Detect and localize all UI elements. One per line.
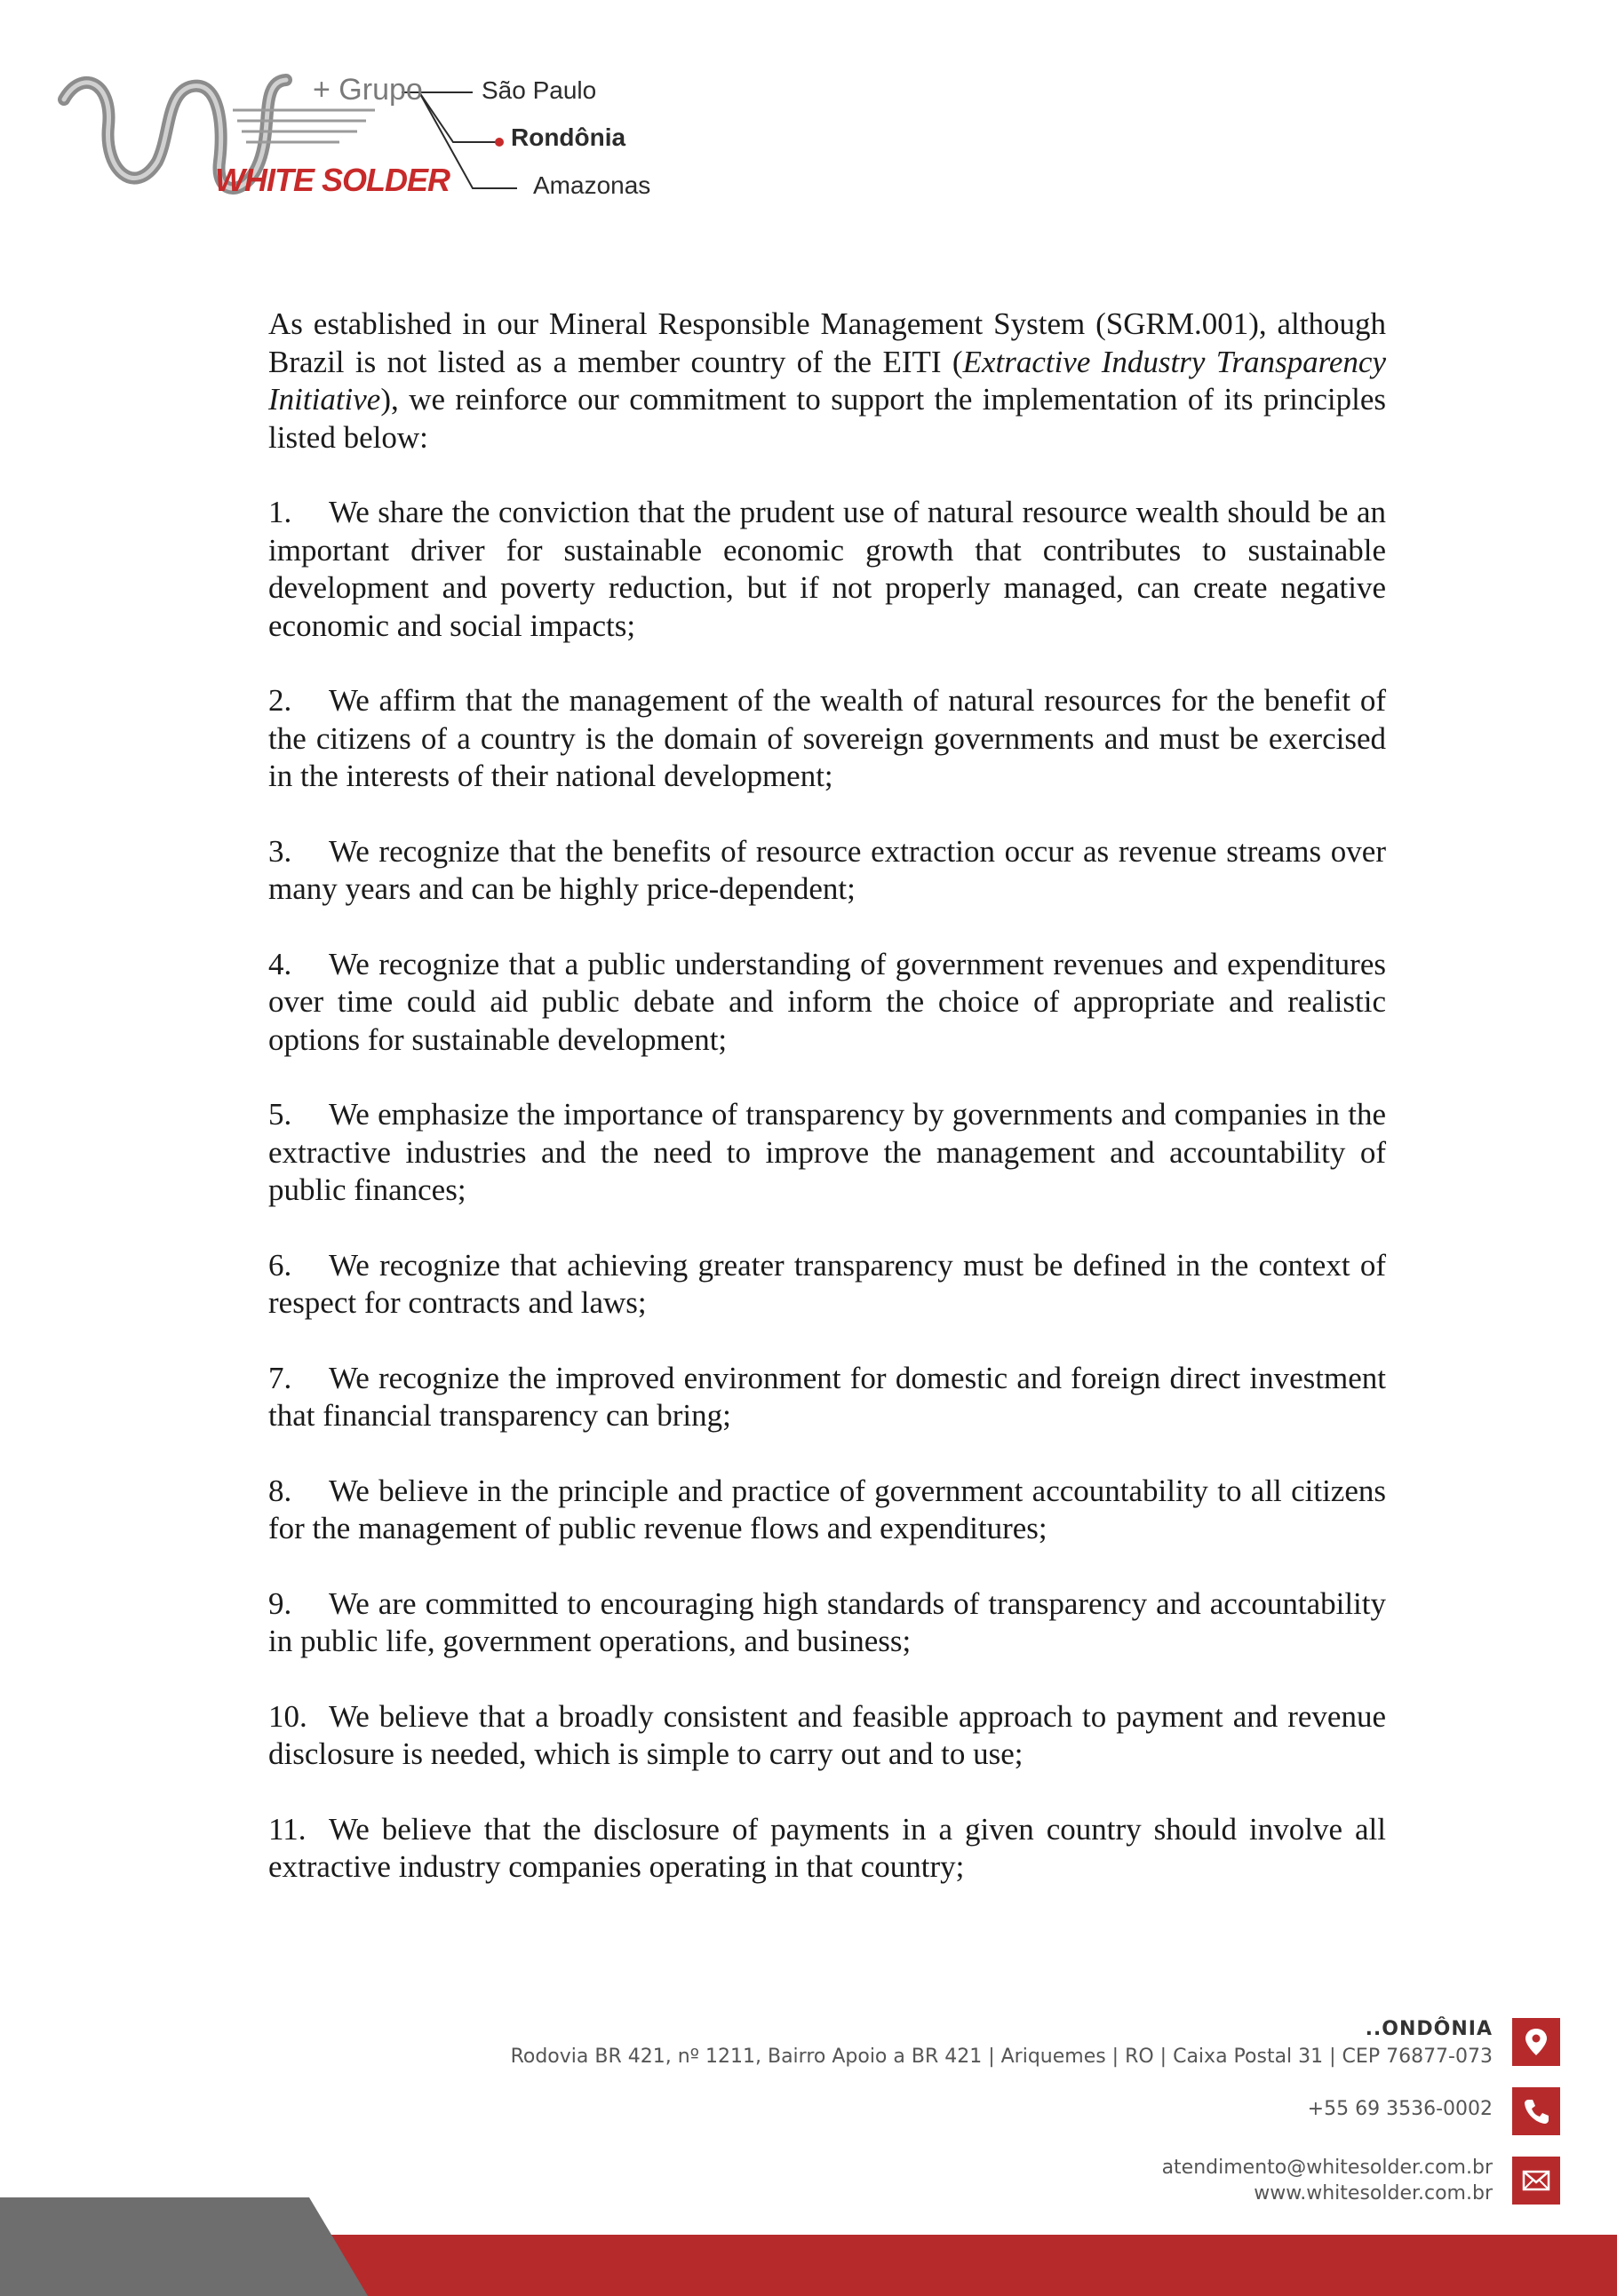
- principle-number: 4.: [268, 946, 292, 981]
- principle-number: 3.: [268, 833, 292, 869]
- principle-item: [268, 1096, 1386, 1210]
- document-body: [268, 306, 1386, 1924]
- footer-red-band: [0, 2235, 1617, 2296]
- principle-text: We recognize the improved environment for domestic and foreign direct investment that financial transparency can bring;: [268, 1360, 1386, 1433]
- principle-text: We affirm that the management of the wealth of natural resources for the benefit of the citizens of a country is the domain of sovereign governments and must be exercised in the interests of their national development;: [268, 683, 1386, 793]
- principle-item: [268, 1473, 1386, 1548]
- principle-item: [268, 833, 1386, 909]
- location-rondonia: Rondônia: [511, 123, 626, 151]
- footer-email[interactable]: atendimento@whitesolder.com.br: [1161, 2157, 1493, 2179]
- principle-item: [268, 946, 1386, 1060]
- principle-item: [268, 1360, 1386, 1435]
- rondonia-marker-dot: [495, 138, 504, 147]
- location-amazonas: Amazonas: [533, 171, 651, 199]
- brand-name: WHITE SOLDER: [215, 162, 450, 198]
- group-label: + Grupo: [313, 73, 423, 107]
- company-logo: [46, 64, 668, 215]
- principle-item: [268, 1698, 1386, 1774]
- location-sao-paulo: São Paulo: [482, 76, 597, 104]
- principle-text: We recognize that a public understanding of government revenues and expenditures over time could aid public debate and inform the choice of appropriate and realistic options for sustainable development;: [268, 946, 1386, 1057]
- principle-text: We emphasize the importance of transparency by governments and companies in the extractive industries and the need to improve the management and accountability of public finances;: [268, 1097, 1386, 1207]
- principle-number: 1.: [268, 495, 292, 529]
- principle-item: [268, 1811, 1386, 1887]
- footer-address: Rodovia BR 421, nº 1211, Bairro Apoio a BR 421 | Ariquemes | RO | Caixa Postal 31 | CEP 76877-073: [510, 2046, 1493, 2068]
- principle-text: We believe that the disclosure of payments in a given country should involve all extractive industry companies operating in that country;: [268, 1811, 1386, 1884]
- intro-paragraph: [268, 306, 1386, 457]
- principle-item: [268, 682, 1386, 796]
- principle-number: 9.: [268, 1585, 292, 1621]
- intro-text-start: As established in our Mineral Responsible Management System (SGRM.001), although Brazil is not listed as a member country of the EITI (: [268, 306, 1386, 379]
- principle-number: 5.: [268, 1097, 292, 1132]
- principle-text: We are committed to encouraging high standards of transparency and accountability in public life, government operations, and business;: [268, 1585, 1386, 1658]
- principle-number: 11.: [268, 1811, 307, 1847]
- intro-italic-term: Extractive Industry Transparency Initiative: [268, 344, 1386, 417]
- principle-text: We recognize that the benefits of resource extraction occur as revenue streams over many years and can be highly price-dependent;: [268, 833, 1386, 906]
- intro-text-end: ), we reinforce our commitment to support the implementation of its principles listed below:: [268, 382, 1386, 455]
- principle-text: We recognize that achieving greater transparency must be defined in the context of respect for contracts and laws;: [268, 1247, 1386, 1320]
- location-pin-icon: [1512, 2018, 1560, 2066]
- email-envelope-icon: [1512, 2157, 1560, 2205]
- principle-text: We believe that a broadly consistent and feasible approach to payment and revenue disclosure is needed, which is simple to carry out and to use;: [268, 1698, 1386, 1771]
- principle-text: We share the conviction that the prudent use of natural resource wealth should be an important driver for sustainable economic growth that contributes to sustainable development and poverty reduction, but if not properly managed, can create negative economic and social impacts;: [268, 495, 1386, 643]
- footer-region: ..ONDÔNIA: [1365, 2018, 1493, 2040]
- principle-item: [268, 1247, 1386, 1323]
- principle-number: 7.: [268, 1360, 292, 1395]
- principle-number: 2.: [268, 683, 292, 718]
- principle-number: 6.: [268, 1247, 292, 1283]
- principle-number: 10.: [268, 1698, 307, 1734]
- footer-phone: +55 69 3536-0002: [1307, 2098, 1493, 2120]
- phone-icon: [1512, 2087, 1560, 2135]
- principle-item: [268, 1585, 1386, 1661]
- principle-number: 8.: [268, 1473, 292, 1508]
- principle-text: We believe in the principle and practice of government accountability to all citizens for the management of public revenue flows and expenditures;: [268, 1473, 1386, 1545]
- footer-website[interactable]: www.whitesolder.com.br: [1254, 2182, 1493, 2205]
- principle-item: [268, 494, 1386, 645]
